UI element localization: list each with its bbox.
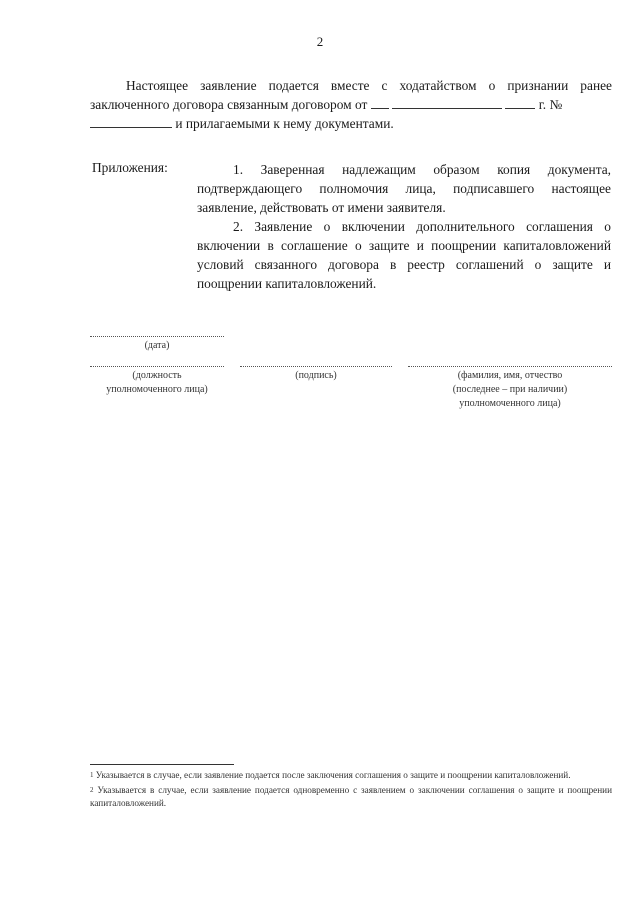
footnote-separator [90, 764, 234, 765]
name-caption-line: уполномоченного лица) [459, 398, 561, 409]
date-month-blank [392, 97, 502, 109]
name-caption [408, 369, 612, 411]
position-line [90, 366, 224, 367]
date-line [90, 336, 224, 337]
date-year-blank [505, 97, 535, 109]
signature-line [240, 366, 392, 367]
position-caption-line: уполномоченного лица) [106, 384, 208, 395]
name-line [408, 366, 612, 367]
attachments-title: Приложения: [92, 160, 168, 175]
page-number: 2 [316, 34, 324, 49]
name-caption-line: (фамилия, имя, отчество [457, 370, 563, 381]
footnote [90, 769, 612, 782]
year-number-label: г. № [538, 97, 563, 112]
name-caption-line: (последнее – при наличии) [452, 384, 568, 395]
attachments-list [197, 160, 611, 293]
intro-line-1: Настоящее заявление подается вместе с ходатайством о признании ранее [126, 78, 612, 93]
intro-line-3: и прилагаемыми к нему документами. [175, 116, 394, 131]
attachment-item: 2. Заявление о включении дополнительного соглашения о включении в соглашение о защите и поощрении капиталовложений условий связанного договора в реестр соглашений о защите и поощрении капиталовложений. [197, 219, 611, 291]
contract-number-blank [90, 116, 172, 128]
signature-caption: (подпись) [295, 370, 337, 381]
footnote-text: Указывается в случае, если заявление подается после заключения соглашения о защите и поощрении капиталовложений. [95, 770, 571, 780]
intro-paragraph [90, 76, 612, 133]
attachment-item: 1. Заверенная надлежащим образом копия документа, подтверждающего полномочия лица, подписавшего настоящее заявление, действовать от имени заявителя. [197, 162, 611, 215]
position-caption [90, 369, 224, 397]
footnotes [90, 769, 612, 812]
position-caption-line: (должность [132, 370, 182, 381]
footnote-text: Указывается в случае, если заявление подается одновременно с заявлением о заключении соглашения о защите и поощрении капиталовложений. [90, 785, 612, 808]
intro-line-2: заключенного договора связанным договором от [90, 97, 368, 112]
footnote-mark: 2 [90, 786, 94, 794]
date-day-blank [371, 97, 389, 109]
date-caption: (дата) [144, 340, 170, 351]
footnote [90, 784, 612, 810]
footnote-mark: 1 [90, 771, 94, 779]
